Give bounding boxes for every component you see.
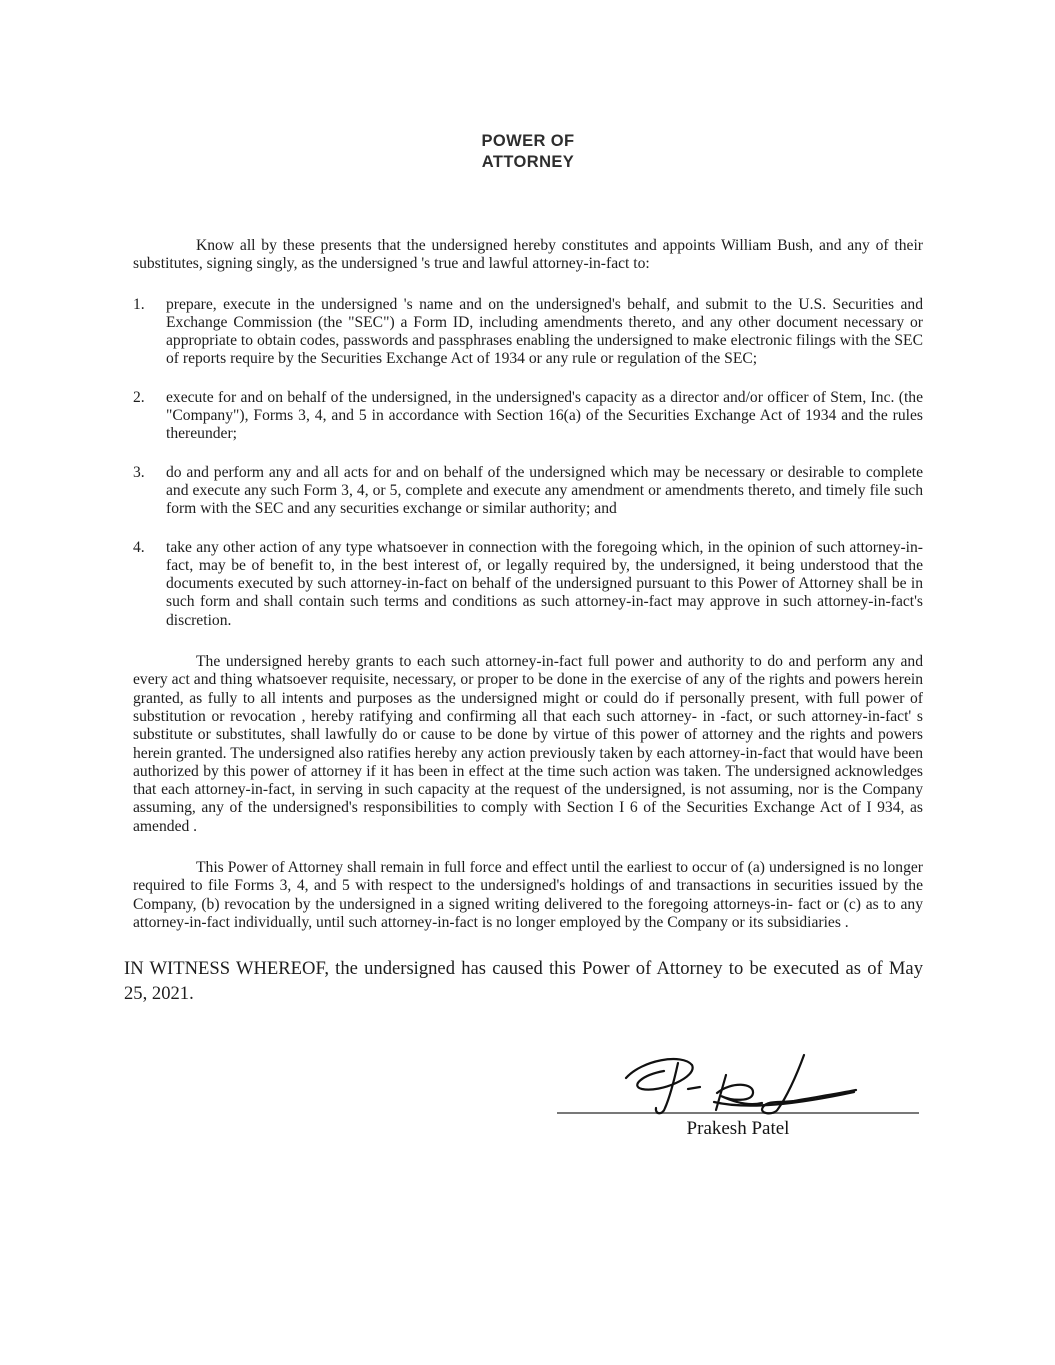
witness-clause: IN WITNESS WHEREOF, the undersigned has caused this Power of Attorney to be executed as of May 25, 2021. — [124, 958, 923, 1005]
grant-of-authority-paragraph: The undersigned hereby grants to each such attorney-in-fact full power and authority to do and perform any and every act and thing whatsoever requisite, necessary, or proper to be done in the exercise of any of the rights and powers herein granted, as fully to all intents and purposes as the undersigned might or could do if personally present, with full power of substitution or revocation , hereby ratifying and confirming all that each such attorney- in -fact, or such attorney-in-fact' s substitute or substitutes, shall lawfully do or cause to be done by virtue of this power of attorney and the rights and powers herein granted. The undersigned also ratifies hereby any action previously taken by each attorney-in-fact that would have been authorized by this power of attorney if it has been in effect at the time such action was taken. The undersigned acknowledges that each attorney-in-fact, in serving in such capacity at the request of the undersigned, is not assuming, nor is the Company assuming, any of the undersigned's responsibilities to comply with Section I 6 of the Securities Exchange Act of I 934, as amended . — [133, 653, 923, 835]
item-text: take any other action of any type whatsoever in connection with the foregoing which, in the opinion of such attorney-in-fact, may be of benefit to, in the best interest of, or legally required by, the undersigned, it being understood that the documents executed by such attorney-in-fact on behalf of the undersigned pursuant to this Power of Attorney shall be in such form and shall contain such terms and conditions as such attorney-in-fact may approve in such attorney-in-fact's discretion. — [166, 538, 923, 629]
signatory-name: Prakesh Patel — [686, 1118, 790, 1140]
document-title-line-1: POWER OF — [481, 132, 575, 150]
item-number: 1. — [133, 295, 145, 313]
document-content — [124, 0, 923, 1140]
list-item-3 — [133, 464, 923, 519]
document-title — [133, 131, 923, 173]
document-title-line-2: ATTORNEY — [481, 153, 575, 171]
list-item-4 — [133, 539, 923, 630]
item-text: execute for and on behalf of the undersigned, in the undersigned's capacity as a director and/or officer of Stem, Inc. (the "Company"), Forms 3, 4, and 5 in accordance with Section 16(a) of the Securities Exchange Act of 1934 and the rules thereunder; — [166, 388, 923, 443]
handwritten-signature-icon — [608, 1048, 868, 1116]
item-text: prepare, execute in the undersigned 's name and on the undersigned's behalf, and submit to the U.S. Securities and Exchange Commission (the "SEC") a Form ID, including amendments thereto, and any other document necessary or appropriate to obtain codes, passwords and passphrases enabling the undersigned to make electronic filings with the SEC of reports require by the Securities Exchange Act of 1934 or any rule or regulation of the SEC; — [166, 295, 923, 368]
item-text: do and perform any and all acts for and on behalf of the undersigned which may be necessary or desirable to complete and execute any such Form 3, 4, or 5, complete and execute any amendment or amendments thereto, and timely file such form with the SEC and any securities exchange or similar authority; and — [166, 463, 923, 518]
numbered-list — [133, 296, 923, 630]
item-number: 3. — [133, 463, 145, 481]
list-item-1 — [133, 296, 923, 369]
signature-line — [557, 1112, 919, 1114]
intro-paragraph: Know all by these presents that the undersigned hereby constitutes and appoints William Bush, and any of their substitutes, signing singly, as the undersigned 's true and lawful attorney-in-fact to: — [133, 237, 923, 273]
duration-paragraph: This Power of Attorney shall remain in full force and effect until the earliest to occur of (a) undersigned is no longer required to file Forms 3, 4, and 5 with respect to the undersigned's holdings of and transactions in securities issued by the Company, (b) revocation by the undersigned in a signed writing delivered to the foregoing attorneys-in- fact or (c) as to any attorney-in-fact individually, until such attorney-in-fact is no longer employed by the Company or its subsidiaries . — [133, 859, 923, 931]
list-item-2 — [133, 389, 923, 444]
item-number: 2. — [133, 388, 145, 406]
signature-block — [557, 1048, 919, 1140]
item-number: 4. — [133, 538, 145, 556]
